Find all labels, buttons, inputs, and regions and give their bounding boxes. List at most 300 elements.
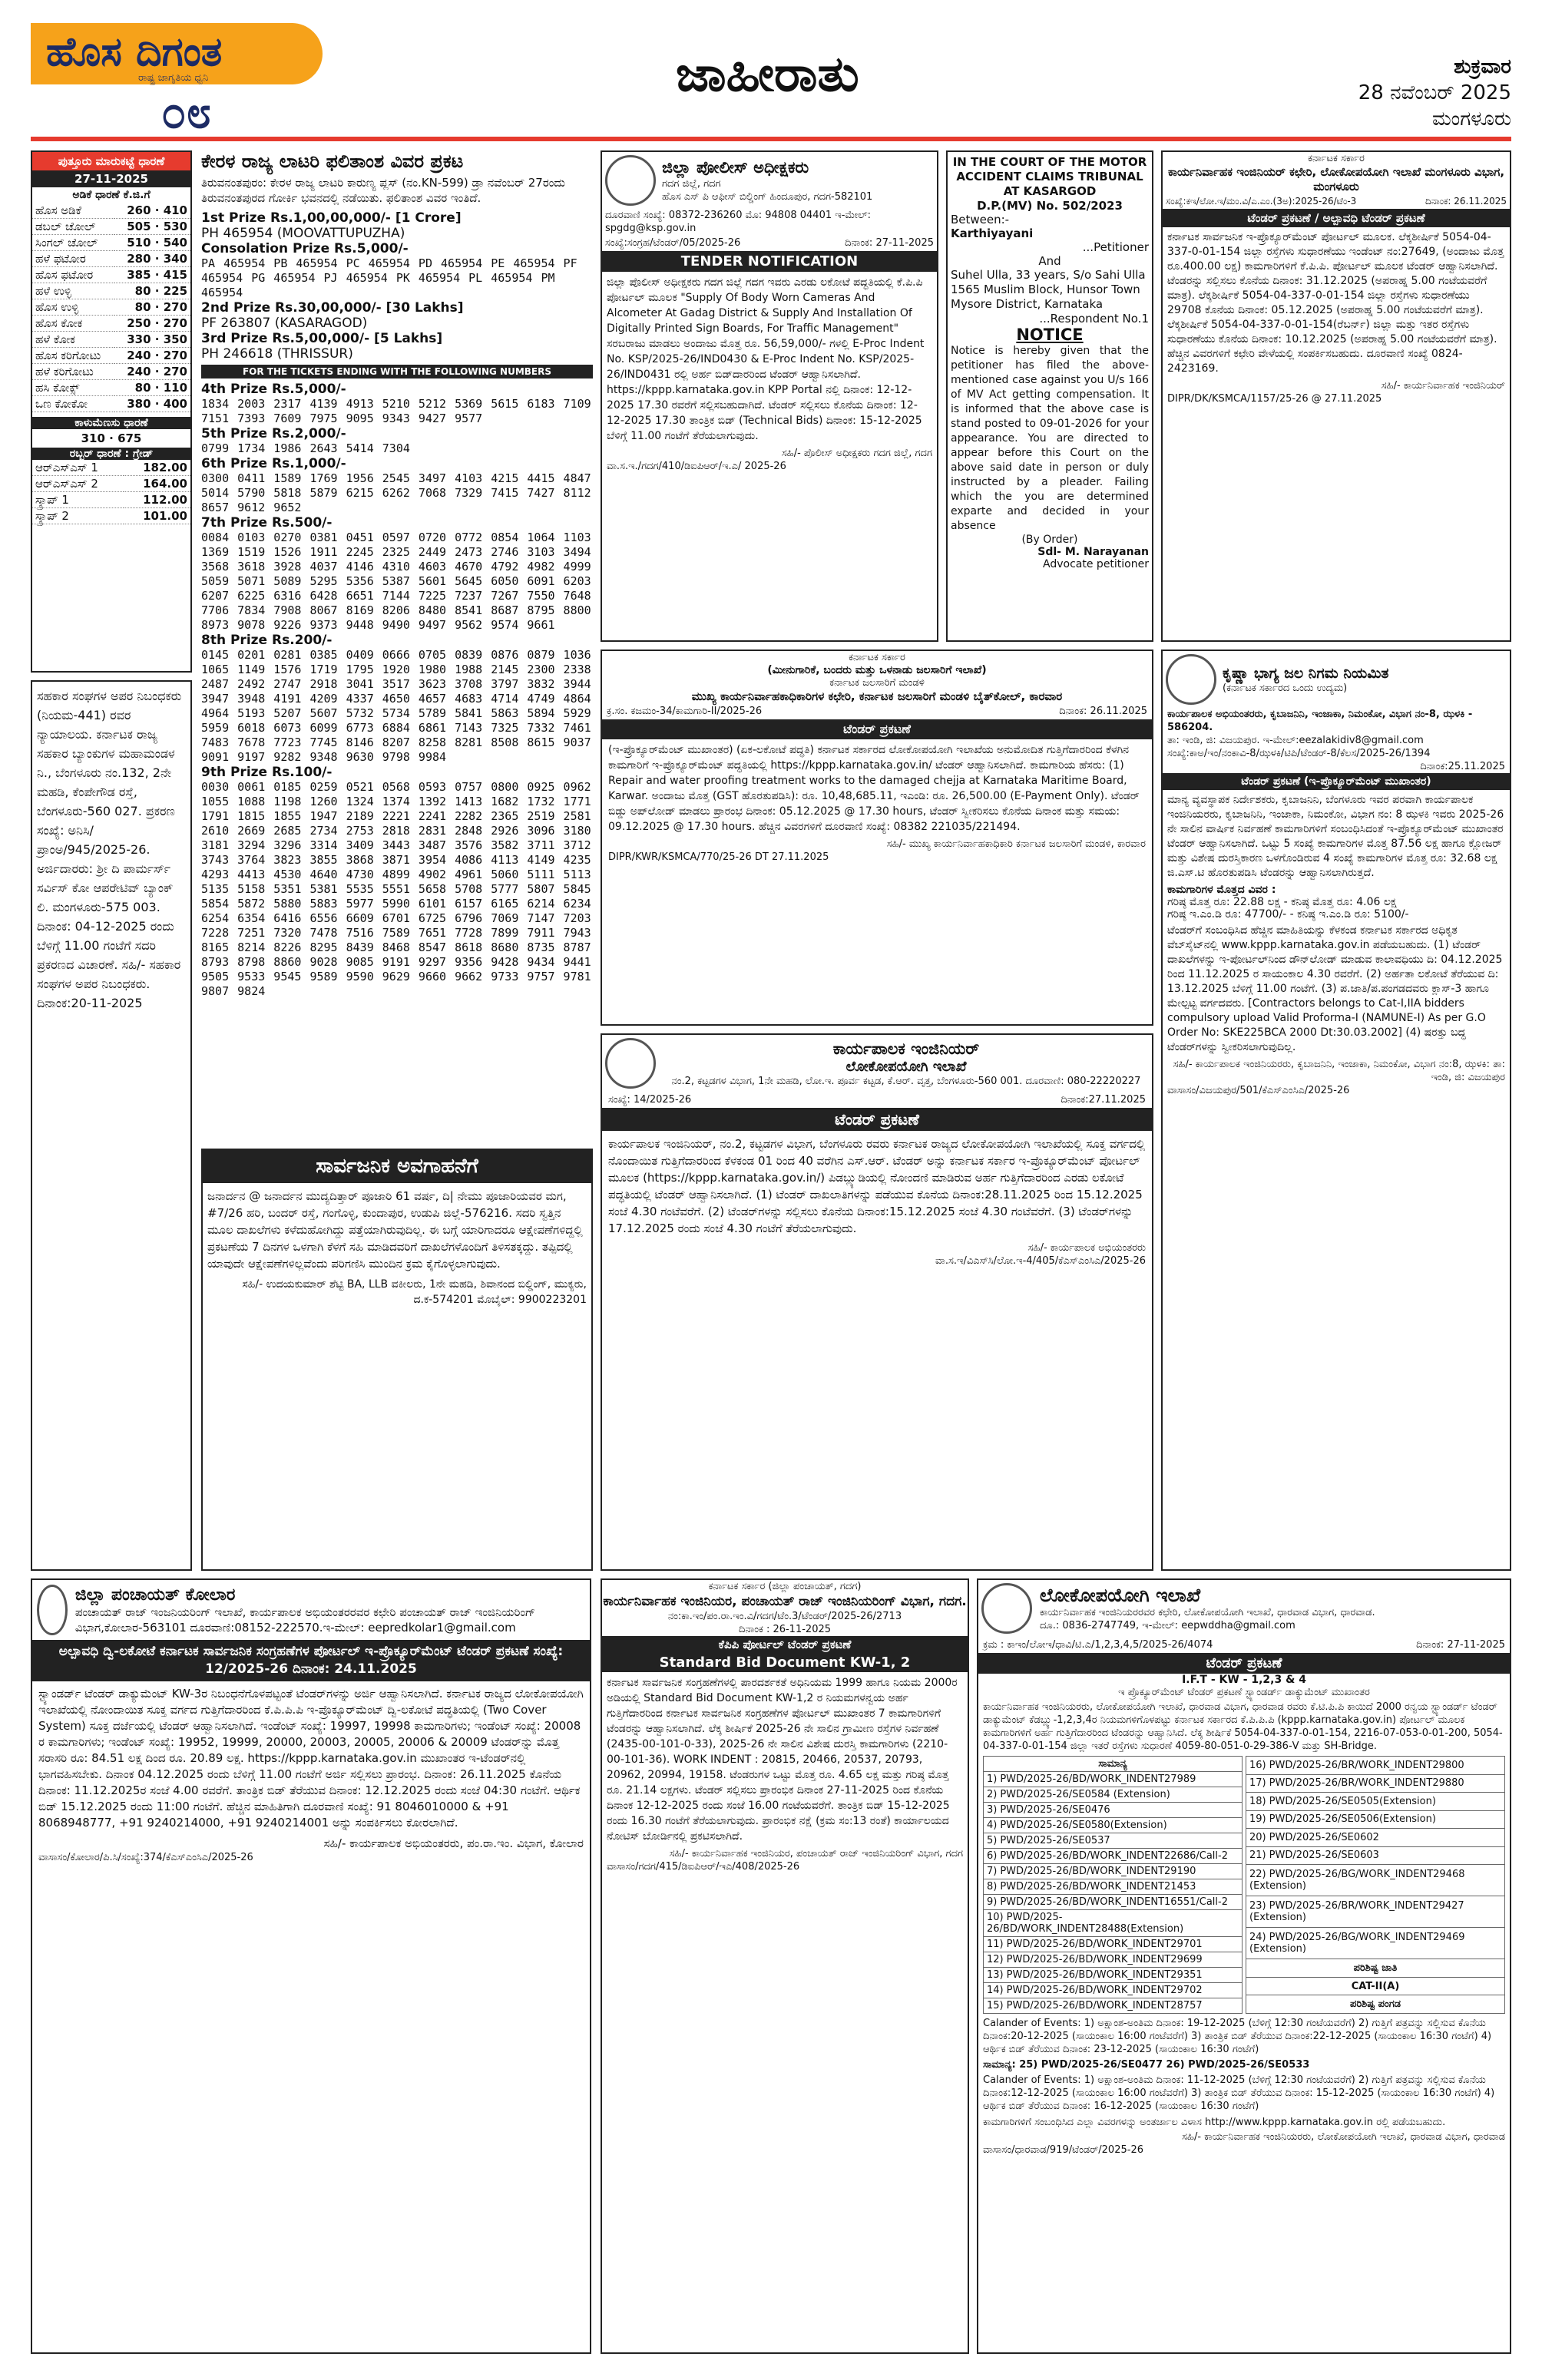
police-body: ಜಿಲ್ಲಾ ಪೊಲೀಸ್ ಅಧೀಕ್ಷಕರು ಗದಗ ಜಿಲ್ಲೆ ಗದಗ ಇವರು ಎರಡು ಲಕೋಟೆ ಪದ್ಧತಿಯಲ್ಲಿ ಕೆ.ಪಿ.ಪಿ ಪೋರ್ಟಲ್ ಮೂಲಕ "Supply Of Body Worn Cameras And Alcometer At Gadag District & Supply And Installation Of Digitally Printed Sign Boards, For Traffic Management" ಸರಬರಾಜು ಮಾಡಲು ಅಂದಾಜು ಮೊತ್ತ ರೂ. 56,59,000/- ಗಳಲ್ಲಿ E-Proc Indent No. KSP/2025-26/IND0430 & E-Proc Indent No. KSP/2025-26/IND0431 ರಲ್ಲಿ ಅರ್ಹ ಬಿಡ್‌ದಾರರಿಂದ ಟೆಂಡರ್ ಆಹ್ವಾನಿಸಲಾಗಿದೆ. https://kppp.karnataka.gov.in KPP Portal ನಲ್ಲಿ ದಿನಾಂಕ: 12-12-2025 17.30 ರವರೆಗೆ ಸಲ್ಲಿಸಬಹುದಾಗಿದೆ. ಟೆಂಡರ್ ಸಲ್ಲಿಸಲು ಕೊನೆಯ ದಿನಾಂಕ: 12-12-2025 17.30 ತಾಂತ್ರಿಕ ಬಿಡ್ (Technical Bids) ದಿನಾಂಕ: 15-12-2025 ಬೆಳಿಗ್ಗೆ 11.00 ಗಂಟೆಗೆ ತೆರೆಯಲಾಗುವುದು.: [607, 276, 925, 442]
kolar-sign: ಸಹಿ/- ಕಾರ್ಯಪಾಲಕ ಅಭಿಯಂತರರು, ಪಂ.ರಾ.ಇಂ. ವಿಭಾಗ, ಕೋಲಾರ: [323, 1836, 584, 1850]
third-prize-title: 3rd Prize Rs.5,00,000/- [5 Lakhs]: [201, 331, 443, 346]
gadag-body: ಕರ್ನಾಟಕ ಸಾರ್ವಜನಿಕ ಸಂಗ್ರಹಣೆಗಳಲ್ಲಿ ಪಾರದರ್ಶಕತೆ ಅಧಿನಿಯಮ 1999 ಹಾಗೂ ನಿಯಮ 2000ರ ಅಡಿಯಲ್ಲಿ Standard Bid Document KW-1,2 ರ ನಿಯಮಗಳನ್ವಯ ಅರ್ಹ ಗುತ್ತಿಗೆದಾರರಿಂದ ಕರ್ನಾಟಕ ಸಾರ್ವಜನಿಕ ಸಂಗ್ರಹಣೆಗಳ ಪೋರ್ಟಲ್ ಮುಖಾಂತರ 7 ಕಾಮಗಾರಿಗಳಿಗೆ ಟೆಂಡರನ್ನು ಆಹ್ವಾನಿಸಲಾಗಿದೆ. ಲೆಕ್ಕ ಶೀರ್ಷಿಕೆ 2025-26 ನೇ ಸಾಲಿನ ಗ್ರಾಮೀಣ ರಸ್ತೆಗಳ ನಿರ್ವಹಣೆ (2435-00-101-0-33), 2025-26 ನೇ ಸಾಲಿನ ವಿಶೇಷ ದುರಸ್ತಿ ಕಾಮಗಾರಿಗಳು (2210-00-101-36). WORK INDENT : 20815, 20466, 20537, 20793, 20962, 20994, 19158. ಟೆಂಡರುಗಳ ಒಟ್ಟು ಮೊತ್ತ ರೂ. 4.65 ಲಕ್ಷ ಮತ್ತು ಗರಿಷ್ಠ ಮೊತ್ತ ರೂ. 21.14 ಲಕ್ಷಗಳು. ಟೆಂಡರ್ ಸಲ್ಲಿಸಲು ಪ್ರಾರಂಭಿಕ ದಿನಾಂಕ 27-11-2025 ರಿಂದ ಕೊನೆಯ ದಿನಾಂಕ 12-12-2025 ರಂದು ಸಂಜೆ 16.00 ಗಂಟೆಯವರೆಗೆ. ತಾಂತ್ರಿಕ ಬಿಡ್ 15-12-2025 ರಂದು 16.30 ಗಂಟೆಗೆ ತೆರೆಯಲಾಗುವುದು. ಪ್ರಾರಂಭಿಕ ನಕ್ಷೆ (ಕ್ರಮ ಸಂ:13 ರಂತೆ) ಕಾರ್ಯಾಲಯದ ನೋಟಿಸ್ ಬೋರ್ಡಿನಲ್ಲಿ ಪ್ರಕಟಿಸಲಾಗಿದೆ.: [607, 1677, 958, 1843]
newspaper-logo: [31, 23, 323, 131]
arecanut-rate-row: [32, 299, 190, 316]
pepper-title: ಕಾಳುಮೆಣಸು ಧಾರಣೆ: [32, 417, 190, 429]
mact-sign-role: Advocate petitioner: [1043, 558, 1149, 570]
police-address: ಹೊಸ ಎಸ್ ಪಿ ಆಫೀಸ್ ಬಿಲ್ಡಿಂಗ್ ಹಿಂದೂಪುರ, ಗದಗ-582101: [662, 190, 873, 203]
arecanut-rate-value: 240 · 270: [114, 364, 190, 380]
work-indent-no: 19): [1249, 1813, 1266, 1826]
lottery-results: [201, 150, 593, 1141]
arecanut-rate-row: [32, 316, 190, 332]
dharwad-cat-header-1: ಸಾಮಾನ್ಯ: [984, 1757, 1243, 1772]
rubber-rate-row: [32, 508, 190, 524]
pwd-mlr-footer: DIPR/DK/KSMCA/1157/25-26 @ 27.11.2025: [1167, 393, 1382, 405]
mact-notice-title: NOTICE: [1016, 326, 1084, 344]
police-contact: ದೂರವಾಣಿ ಸಂಖ್ಯೆ: 08372-236260 ಮೊ: 94808 04401 ಇ-ಮೇಲ್: spgdg@ksp.gov.in: [605, 210, 872, 234]
arecanut-rate-value: 80 · 110: [114, 380, 190, 396]
arecanut-rate-name: ಹೊಸ ಫಟೋರ: [32, 267, 114, 283]
police-tender: [601, 150, 938, 642]
kolar-title: ಜಿಲ್ಲಾ ಪಂಚಾಯತ್ ಕೋಲಾರ: [74, 1585, 236, 1605]
market-rates-title: ಪುತ್ತೂರು ಮಾರುಕಟ್ಟೆ ಧಾರಣೆ: [32, 152, 190, 170]
kolar-office: ಪಂಚಾಯತ್ ರಾಜ್ ಇಂಜನಿಯರಿಂಗ್ ಇಲಾಖೆ, ಕಾರ್ಯಪಾಲಕ ಅಭಿಯಂತರರವರ ಕಛೇರಿ ಪಂಚಾಯತ್ ರಾಜ್ ಇಂಜಿನಿಯರಿಂಗ್ ವಿಭಾಗ,ಕೋಲಾರ-563101 ದೂರವಾಣಿ:08152-222570.ಇ-ಮೇಲ್: eepredkolar1@gmail.com: [74, 1605, 536, 1635]
rubber-rate-name: ಸ್ಕ್ರಾಪ್ 1: [32, 492, 124, 508]
arecanut-rate-name: ಡಬಲ್ ಚೋಲ್: [32, 219, 114, 235]
arecanut-rate-value: 260 · 410: [114, 203, 190, 219]
arecanut-rate-value: 250 · 270: [114, 316, 190, 332]
public-notice: [201, 1149, 593, 1571]
second-prize-number: PF 263807 (KASARAGOD): [201, 316, 368, 331]
work-indent-code: PWD/2025-26/SE0602: [1269, 1831, 1379, 1843]
pwd-dharwad-tender: [977, 1578, 1511, 2354]
dharwad-cat-header-3: CAT-II(A): [1246, 1977, 1505, 1995]
kbjnl-office: ಕಾರ್ಯಪಾಲಕ ಅಭಿಯಂತರರು, ಕೃಬಾಜನಿನಿ, ಇಂಜಾಕಾ, ನಿಮಂಕೋ, ವಿಭಾಗ ನಂ-8, ಝಳಕಿ - 586204.: [1167, 709, 1473, 733]
dharwad-body: ಕಾರ್ಯನಿರ್ವಾಹಕ ಇಂಜಿನಿಯರರು, ಲೋಕೋಪಯೋಗಿ ಇಲಾಖೆ, ಧಾರವಾಡ ವಿಭಾಗ, ಧಾರವಾಡ ರವರು ಕೆ.ಟಿ.ಪಿ.ಪಿ ಕಾಯಿದೆ 2000 ರನ್ವಯ ಸ್ಟ್ಯಾಂಡರ್ಡ್ ಟೆಂಡರ್ ಡಾಕ್ಯುಮೆಂಟ್ ಕೆಡಬ್ಲ್ಯು-1,2,3,4ರ ನಿಯಮಗಳಿಗೊಳಪಟ್ಟು ಕರ್ನಾಟಕ ಸರ್ಕಾರದ ಕೆ.ಪಿ.ಪಿ.ಪಿ (kppp.karnataka.gov.in) ಪೋರ್ಟಲ್ ಮೂಲಕ ಕಾಮಗಾರಿಗಳಿಗೆ ಅರ್ಹ ಗುತ್ತಿಗೆದಾರರಿಂದ ಟೆಂಡರನ್ನು ಆಹ್ವಾನಿಸಿದೆ. ಲೆಕ್ಕ ಶೀರ್ಷಿಕೆ 5054-04-337-0-01-154, 2216-07-053-0-01-200, 5054-04-337-0-01-154 ಜಿಲ್ಲಾ ಇತರೆ ರಸ್ತೆಗಳು ಸುಧಾರಣೆ 4059-80-051-0-29-386-V ಮತ್ತು SH-Bridge.: [983, 1701, 1503, 1752]
ninth-prize-title: 9th Prize Rs.100/-: [201, 765, 333, 780]
arecanut-rate-value: 330 · 350: [114, 332, 190, 348]
dharwad-extra-works: ಸಾಮಾನ್ಯ: 25) PWD/2025-26/SE0477 26) PWD/2025-26/SE0533: [983, 2059, 1310, 2071]
work-indent-code: PWD/2025-26/BG/WORK_INDENT29469 (Extension): [1249, 1932, 1465, 1955]
work-indent-code: PWD/2025-26/BG/WORK_INDENT29468 (Extension): [1249, 1869, 1465, 1892]
pwd-mlr-office: ಕಾರ್ಯನಿರ್ವಾಹಕ ಇಂಜಿನಿಯರ್ ಕಛೇರಿ, ಲೋಕೋಪಯೋಗಿ ಇಲಾಖೆ ಮಂಗಳೂರು ವಿಭಾಗ, ಮಂಗಳೂರು: [1167, 165, 1505, 193]
fifth-prize-numbers: 0799 1734 1986 2643 5414 7304: [201, 441, 410, 455]
ninth-prize-numbers: 0030 0061 0185 0259 0521 0568 0593 0757 0800 0925 0962 1055 1088 1198 1260 1324 1374 1392 1413 1682 1732 1771 1791 1815 1855 1947 2189 2221 2241 2282 2365 2519 2581 2610 2669 2685 2734 2753 2818 2831 2848 2926 3096 3180 3181 3294 3296 3314 3409 3443 3487 3576 3582 3711 3712 3743 3764 3823 3855 3868 3871 3954 4086 4113 4149 4235 4293 4413 4530 4640 4730 4899 4902 4961 5060 5111 5113 5135 5158 5351 5381 5535 5551 5658 5708 5777 5807 5845 5854 5872 5880 5883 5977 5990 6101 6157 6165 6214 6234 6254 6354 6416 6556 6609 6701 6725 6796 7069 7147 7203 7228 7251 7320 7478 7516 7589 7651 7728 7899 7911 7943 8165 8214 8226 8295 8439 8468 8547 8618 8680 8735 8787 8793 8798 8860 9028 9085 9191 9297 9356 9428 9434 9441 9505 9533 9545 9589 9590 9629 9660 9662 9733 9757 9781 9807 9824: [201, 780, 591, 998]
fifth-prize-title: 5th Prize Rs.2,000/-: [201, 426, 346, 441]
public-notice-sign: ಸಹಿ/- ಉದಯಕುಮಾರ್ ಶೆಟ್ಟಿ BA, LLB ವಕೀಲರು, 1ನೇ ಮಹಡಿ, ಶಿವಾನಂದ ಬಿಲ್ಡಿಂಗ್, ಮುಕ್ಯರು, ದ.ಕ-574201 ಮೊಬೈಲ್: 9900223201: [242, 1278, 587, 1306]
work-indent-no: 12): [987, 1954, 1004, 1965]
work-indent-no: 2): [987, 1789, 998, 1800]
arecanut-rate-row: [32, 348, 190, 364]
public-notice-title: ಸಾರ್ವಜನಿಕ ಅವಗಾಹನೆಗೆ: [203, 1150, 591, 1183]
gadag-zp-tender: [601, 1578, 969, 2354]
pepper-rate: 310 · 675: [81, 431, 142, 445]
kbjnl-subtitle: (ಕರ್ನಾಟಕ ಸರ್ಕಾರದ ಒಂದು ಉದ್ಯಮ): [1223, 682, 1348, 694]
work-indent-no: 7): [987, 1866, 998, 1877]
pwd-mlr-banner: ಟೆಂಡರ್ ಪ್ರಕಟಣೆ / ಅಲ್ಪಾವಧಿ ಟೆಂಡರ್ ಪ್ರಕಟಣೆ: [1163, 209, 1510, 227]
police-date: ದಿನಾಂಕ: 27-11-2025: [845, 237, 934, 249]
mact-sign: Sdl- M. Narayanan: [1037, 546, 1149, 558]
dharwad-cat-header-2: ಪರಿಶಿಷ್ಟ ಜಾತಿ: [1246, 1959, 1505, 1978]
work-indent-code: PWD/2025-26/SE0537: [1000, 1835, 1110, 1846]
work-indent-no: 10): [987, 1912, 1004, 1923]
work-indent-row: [984, 1968, 1243, 1983]
rubber-rate-name: ಆರ್‌ಎಸ್‌ಎಸ್ 2: [32, 476, 124, 492]
pwd-bangalore-tender: [601, 1033, 1153, 1571]
gadag-date: ದಿನಾಂಕ : 26-11-2025: [738, 1624, 832, 1635]
work-indent-code: PWD/2025-26/BD/WORK_INDENT29190: [1000, 1866, 1196, 1877]
work-indent: [984, 1803, 1243, 1818]
work-indent-no: 23): [1249, 1900, 1266, 1912]
section-title: ಜಾಹೀರಾತು: [676, 46, 859, 103]
arecanut-rate-row: [32, 380, 190, 396]
mact-court: IN THE COURT OF THE MOTOR ACCIDENT CLAIMS TRIBUNAL AT KASARGOD: [952, 155, 1147, 198]
pwd-blr-subtitle: ಲೋಕೋಪಯೋಗಿ ಇಲಾಖೆ: [845, 1058, 967, 1075]
lottery-intro: ತಿರುವನಂತಪುರಂ: ಕೇರಳ ರಾಜ್ಯ ಲಾಟರಿ ಕಾರುಣ್ಯ ಪ್ಲಸ್ (ನಂ.KN-599) ಡ್ರಾ ನವೆಂಬರ್ 27ರಂದು ತಿರುವನಂತಪುರದ ಗೋರ್ಕಿ ಭವನದಲ್ಲಿ ನಡೆಯಿತು. ಫಲಿತಾಂಶ ವಿವರ ಇಂತಿದೆ.: [201, 176, 565, 205]
date-block: [1358, 54, 1511, 132]
work-indent-row: [984, 1895, 1243, 1910]
pwd-mlr-body: ಕರ್ನಾಟಕ ಸಾರ್ವಜನಿಕ ಇ-ಪ್ರೊಕ್ಯೂರ್‌ಮೆಂಟ್ ಪೋರ್ಟಲ್ ಮೂಲಕ. ಲೆಕ್ಕಶೀರ್ಷಿಕೆ 5054-04-337-0-01-154 ಜಿಲ್ಲಾ ರಸ್ತೆಗಳು ಸುಧಾರಣೆಯು ಇಂಡೆಂಟ್ ನಂ:27649, (ಅಂದಾಜು ಮೊತ್ತ ರೂ.400.00 ಲಕ್ಷ) ಕಾಮಗಾರಿಗಳಿಗೆ ಕೆ.ಪಿ.ಪಿ. ಪೋರ್ಟಲ್ ಮೂಲಕ ಟೆಂಡರ್ ಆಹ್ವಾನಿಸಲಾಗಿದೆ. ಟೆಂಡರನ್ನು ಸಲ್ಲಿಸಲು ಕೊನೆಯ ದಿನಾಂಕ: 31.12.2025 (ಅಪರಾಹ್ನ 5.00 ಗಂಟೆಯವರೆಗೆ ಮಾತ್ರ). ಲೆಕ್ಕಶೀರ್ಷಿಕೆ 5054-04-337-0-01-154 ಜಿಲ್ಲಾ ರಸ್ತೆಗಳು ಸುಧಾರಣೆಯು 29708 ಕೊನೆಯ ದಿನಾಂಕ: 05.12.2025 (ಅಪರಾಹ್ನ 5.00 ಗಂಟೆಯವರೆಗೆ ಮಾತ್ರ). ಲೆಕ್ಕಶೀರ್ಷಿಕೆ 5054-04-337-0-01-154(ರೆಬರ್ನ್) ಜಿಲ್ಲಾ ಮತ್ತು ಇತರ ರಸ್ತೆಗಳು ಸುಧಾರಣೆಯು ಕೊನೆಯ ದಿನಾಂಕ: 10.12.2025 (ಅಪರಾಹ್ನ 5.00 ಗಂಟೆಯವರೆಗೆ ಮಾತ್ರ). ಹೆಚ್ಚಿನ ವಿವರಗಳಿಗೆ ಕಛೇರಿ ವೇಳೆಯಲ್ಲಿ ಸಂಪರ್ಕಿಸಬಹುದು. ದೂರವಾಣಿ ಸಂಖ್ಯೆ 0824-2423169.: [1167, 231, 1504, 375]
dharwad-date: ದಿನಾಂಕ: 27-11-2025: [1416, 1639, 1505, 1651]
work-indent-code: PWD/2025-26/BD/WORK_INDENT22686/Call-2: [1000, 1850, 1228, 1862]
kolar-footer: ವಾಸಾಸಂ/ಕೋಲಾರ/ಪಿ.ಸಿ/ಸಂಖ್ಯೆ:374/ಕೆಎಸ್‌ಎಂಸಿಎ/2025-26: [38, 1852, 253, 1863]
mact-notice-body: Notice is hereby given that the petitioner has filed the above-mentioned case against you U/s 166 of MV Act getting compensation. It is informed that the above case is stand posted to 09-01-2026 for your appearance. You are directed to appear before this Court on the above said date in person or duly instructed by a pleader. Failing which the you are determined exparte and decided in your absence: [951, 345, 1149, 532]
work-indent-row: [984, 1803, 1243, 1818]
maritime-sub: (ಮೀನುಗಾರಿಕೆ, ಬಂದರು ಮತ್ತು ಒಳನಾಡು ಜಲಸಾರಿಗೆ ಇಲಾಖೆ): [767, 664, 987, 676]
pwd-mlr-sign: ಸಹಿ/- ಕಾರ್ಯನಿರ್ವಾಹಕ ಇಂಜಿನಿಯರ್: [1381, 380, 1505, 392]
kolar-body: ಸ್ಟ್ಯಾಂಡರ್ಡ್ ಟೆಂಡರ್ ಡಾಕ್ಯುಮೆಂಟ್ KW-3ರ ನಿಬಂಧನೆಗೊಳಪಟ್ಟಂತೆ ಟೆಂಡರ್‌ಗಳನ್ನು ಅರ್ಜಿ ಆಹ್ವಾನಿಸಲಾಗಿದೆ. ಕರ್ನಾಟಕ ರಾಜ್ಯದ ಲೋಕೋಪಯೋಗಿ ಇಲಾಖೆಯಲ್ಲಿ ನೋಂದಾಯಿತ ಸೂಕ್ತ ವರ್ಗದ ಗುತ್ತಿಗೆದಾರರಿಂದ ಕೆ.ಪಿ.ಪಿ.ಪಿ ಇ-ಪ್ರೊಕ್ಯೂರ್‌ಮೆಂಟ್ ದ್ವಿ-ಲಕೋಟೆ ಪದ್ಧತಿಯಲ್ಲಿ (Two Cover System) ಸೂಕ್ತ ದರ್ಜೆಯಲ್ಲಿ ಟೆಂಡರ್ ಆಹ್ವಾನಿಸಲಾಗಿದೆ. ಇಂಡೆಂಟ್ ಸಂಖ್ಯೆ: 19997, 19998 ಕಾಮಗಾರಿಗಳು; ಇಂಡೆಂಟ್ ಸಂಖ್ಯೆ: 20008 ರ ಕಾಮಗಾರಿಗಳು; ಇಂಡೆಂಟ್ ಸಂಖ್ಯೆ: 19952, 19999, 20000, 20003, 20005, 20006 & 20009 ಟೆಂಡರ್‌ನ್ನು ಮೊತ್ತ ಸರಾಸರಿ ರೂ: 84.51 ಲಕ್ಷ ದಿಂದ ರೂ. 20.89 ಲಕ್ಷ. https://kppp.karnataka.gov.in ಮುಖಾಂತರ ಇ-ಟೆಂಡರ್‌ನಲ್ಲಿ ಭಾಗವಹಿಸಬೇಕು. ದಿನಾಂಕ 04.12.2025 ರಂದು ಬೆಳಿಗ್ಗೆ 11.00 ಗಂಟೆಗೆ ಅರ್ಜಿ ಸಲ್ಲಿಸಲು ಪ್ರಾರಂಭ. ದಿನಾಂಕ: 26.11.2025 ಕೊನೆಯ ದಿನಾಂಕ: 11.12.2025ರ ಸಂಜೆ 4.00 ರವರೆಗೆ. ತಾಂತ್ರಿಕ ಬಿಡ್ ತೆರೆಯುವ ದಿನಾಂಕ: 12.12.2025 ರಂದು ಸಂಜೆ 04:30 ಗಂಟೆಗೆ. ಆರ್ಥಿಕ ಬಿಡ್ 15.12.2025 ರಂದು 11:00 ಗಂಟೆಗೆ. ಹೆಚ್ಚಿನ ಮಾಹಿತಿಗಾಗಿ ದೂರವಾಣಿ ಸಂಖ್ಯೆ: 91 8046010000 & +91 8068948777, +91 9240214000, +91 9240214001 ಅನ್ನು ಸಂಪರ್ಕಿಸಲು ಕೋರಲಾಗಿದೆ.: [38, 1687, 584, 1830]
kbjnl-cost1: ಗರಿಷ್ಠ ಮೊತ್ತ ರೂ: 22.88 ಲಕ್ಷ - ಕನಿಷ್ಠ ಮೊತ್ತ ರೂ: 4.06 ಲಕ್ಷ: [1167, 896, 1397, 908]
arecanut-rate-row: [32, 251, 190, 267]
work-indent-row: [984, 1937, 1243, 1952]
rubber-rate-row: [32, 460, 190, 476]
work-indent-code: PWD/2025-26/SE0506(Extension): [1269, 1813, 1436, 1826]
cooperative-court-notice: [31, 680, 192, 1571]
work-indent: [984, 1879, 1243, 1895]
arecanut-rate-row: [32, 364, 190, 380]
dharwad-contact: ದೂ.: 0836-2747749, ಇ-ಮೇಲ್: eepwddha@gmail.com: [1040, 1620, 1295, 1631]
rubber-rate-row: [32, 492, 190, 508]
work-indent-code: PWD/2025-26/BR/WORK_INDENT29800: [1269, 1759, 1464, 1771]
work-indent-code: PWD/2025-26/SE0505(Extension): [1269, 1795, 1436, 1807]
market-rates-box: [31, 150, 192, 673]
kbjnl-title: ಕೃಷ್ಣಾ ಭಾಗ್ಯ ಜಲ ನಿಗಮ ನಿಯಮಿತ: [1223, 664, 1389, 682]
arecanut-rate-row: [32, 283, 190, 299]
kbjnl-cost-title: ಕಾಮಗಾರಿಗಳ ಮೊತ್ತದ ವಿವರ :: [1167, 884, 1276, 896]
city: ಮಂಗಳೂರು: [1431, 107, 1511, 131]
work-indent: [984, 1998, 1243, 2014]
sixth-prize-numbers: 0300 0411 1589 1769 1956 2545 3497 4103 4215 4415 4847 5014 5790 5818 5879 6215 6262 7068 7329 7415 7427 8112 8657 9612 9652: [201, 471, 591, 514]
dharwad-banner: ಟೆಂಡರ್ ಪ್ರಕಟಣೆ: [978, 1653, 1510, 1674]
arecanut-rate-name: ಹೊಸ ಉಳ್ಳಿ: [32, 299, 114, 316]
work-indent-code: PWD/2025-26/BD/WORK_INDENT29699: [1006, 1954, 1203, 1965]
work-indent-row: [984, 1910, 1243, 1937]
work-indent-no: 6): [987, 1850, 998, 1862]
work-indent-code: PWD/2025-26/SE0476: [1000, 1804, 1110, 1816]
work-indent-row: [1246, 1774, 1505, 1793]
market-rates-date: 27-11-2025: [32, 170, 190, 187]
maritime-office1: ಕರ್ನಾಟಕ ಜಲಸಾರಿಗೆ ಮಂಡಳಿ: [829, 677, 925, 689]
work-indent-no: 11): [987, 1939, 1004, 1950]
pwd-mlr-ref: ಸಂಖ್ಯೆ:ಕಇ/ಲೋ.ಇ/ಮಂ.ವಿ/ಎ.ಎಂ.(3ಅ):2025-26/ಟೆಂ-3: [1166, 196, 1357, 207]
arecanut-rate-name: ಹಳೆ ಕೋಕ: [32, 332, 114, 348]
kbjnl-sign: ಸಹಿ/- ಕಾರ್ಯಪಾಲಕ ಇಂಜಿನಿಯರರು, ಕೃಬಾಜನಿನಿ, ಇಂಜಾಕಾ, ನಿಮಂಕೋ, ವಿಭಾಗ ನಂ:8, ಝಳಕಿ: ತಾ: ಇಂಡಿ, ಜಿ: ವಿಜಯಪುರ: [1173, 1059, 1505, 1083]
pwd-mangalore-tender: [1161, 150, 1511, 642]
lottery-banner: FOR THE TICKETS ENDING WITH THE FOLLOWING NUMBERS: [201, 365, 593, 378]
kbjnl-body: ಮಾನ್ಯ ವ್ಯವಸ್ಥಾಪಕ ನಿರ್ದೇಶಕರು, ಕೃಬಾಜನಿನಿ, ಬೆಂಗಳೂರು ಇವರ ಪರವಾಗಿ ಕಾರ್ಯಪಾಲಕ ಇಂಜಿನಿಯರರು, ಕೃಬಾಜನಿನಿ, ಇಂಜಾಕಾ, ನಿಮಂಕೋ, ವಿಭಾಗ ನಂ: 8 ಝಳಕಿ ಇವರು 2025-26 ನೇ ಸಾಲಿನ ವಾರ್ಷಿಕ ನಿರ್ವಹಣೆ ಕಾಮಗಾರಿಗಳಿಗೆ ಸಂಬಂಧಿಸಿದಂತೆ ಇ-ಪ್ರೊಕ್ಯೂರ್‌ಮೆಂಟ್ ಮುಖಾಂತರ ಟೆಂಡರ್ ಆಹ್ವಾನಿಸಲಾಗಿದೆ. ಒಟ್ಟು 5 ಸಂಖ್ಯೆ ಕಾಮಗಾರಿಗಳ ಮೊತ್ತ 87.56 ಲಕ್ಷ ಹಾಗೂ ಕ್ಲೋಜರ್ ಮತ್ತು ವಿಶೇಷ ದುರಸ್ತಿಕಾರಣ ಒಳಗೊಂಡಿರುವ 4 ಸಂಖ್ಯೆ ಕಾಮಗಾರಿಗಳ ಮೊತ್ತ ರೂ: 32.68 ಲಕ್ಷ ಜಿ.ಎಸ್.ಟಿ ಹೊರತುಪಡಿಸಿ ಟೆಂಡರನ್ನು ಆಹ್ವಾನಿಸಲಾಗಿರುತ್ತದೆ.: [1167, 794, 1504, 879]
pwd-blr-sign: ಸಹಿ/- ಕಾರ್ಯಪಾಲಕ ಅಭಿಯಂತರರು: [1027, 1242, 1146, 1254]
mact-petitioner-role: ...Petitioner: [1082, 240, 1149, 254]
arecanut-rate-name: ಒಣ ಕೋಕೋ: [32, 396, 114, 412]
fourth-prize-numbers: 1834 2003 2317 4139 4913 5210 5212 5369 5615 6183 7109 7151 7393 7609 7975 9095 9343 9427 9577: [201, 397, 591, 425]
mact-between: Between:-: [951, 213, 1010, 226]
date: 28 ನವೆಂಬರ್ 2025: [1358, 81, 1511, 104]
rubber-rate-value: 182.00: [124, 460, 190, 476]
arecanut-rate-name: ಹಸಿ ಕೋಕ್ಸ್: [32, 380, 114, 396]
work-indent-code: PWD/2025-26/BD/WORK_INDENT29702: [1006, 1985, 1203, 1996]
work-indent-code: PWD/2025-26/BR/WORK_INDENT29880: [1269, 1777, 1464, 1790]
sixth-prize-title: 6th Prize Rs.1,000/-: [201, 456, 346, 471]
arecanut-rate-name: ಹಳೆ ಫಟೋರ: [32, 251, 114, 267]
work-indent-code: PWD/2025-26/SE0580(Extension): [1000, 1820, 1167, 1831]
arecanut-rate-row: [32, 203, 190, 219]
public-notice-body: ಜನಾರ್ದನ @ ಜನಾರ್ದನ ಮುದ್ಯದಿತ್ತಾರ್ ಪೂಜಾರಿ 61 ವರ್ಷ, ದಿ| ನೇಮು ಪೂಜಾರಿಯವರ ಮಗ, #7/26 ಹರಿ, ಬಂದರ್ ರಸ್ತೆ, ಗಂಗೊಳ್ಳಿ, ಕುಂದಾಪುರ, ಉಡುಪಿ ಜಿಲ್ಲೆ-576216. ಸದರಿ ಸ್ವತ್ತಿನ ಮೂಲ ದಾಖಲೆಗಳು ಕಳೆದುಹೋಗಿದ್ದು ಪತ್ತೆಯಾಗಿರುವುದಿಲ್ಲ. ಈ ಬಗ್ಗೆ ಯಾರಿಗಾದರೂ ಆಕ್ಷೇಪಣೆಗಳಿದ್ದಲ್ಲಿ ಪ್ರಕಟಣೆಯ 7 ದಿನಗಳ ಒಳಗಾಗಿ ಕೆಳಗೆ ಸಹಿ ಮಾಡಿದವರಿಗೆ ದಾಖಲೆಗಳೊಂದಿಗೆ ತಿಳಿಸತಕ್ಕದ್ದು. ತಪ್ಪಿದಲ್ಲಿ ಯಾವುದೇ ಆಕ್ಷೇಪಣೆಗಳಿಲ್ಲವೆಂದು ಪರಿಗಣಿಸಿ ಮುಂದಿನ ಕ್ರಮ ಕೈಗೊಳ್ಳಲಾಗುವುದು.: [207, 1189, 583, 1271]
rubber-title: ರಬ್ಬರ್ ಧಾರಣೆ : ಗ್ರೇಡ್: [32, 448, 190, 460]
dharwad-works-left: [983, 1756, 1243, 2014]
work-indent: [984, 1952, 1243, 1968]
dharwad-cat-header-4: ಪರಿಶಿಷ್ಟ ಪಂಗಡ: [1246, 1995, 1505, 2014]
masthead-divider: [31, 137, 1511, 141]
work-indent-row: [984, 1998, 1243, 2014]
karnataka-emblem-icon: [605, 1038, 656, 1089]
dharwad-sub-banner2: ಇ ಪ್ರೊಕ್ಯೂರ್‌ಮೆಂಟ್ ಟೆಂಡರ್ ಪ್ರಕಟಣೆ ಸ್ಟ್ಯಾಂಡರ್ಡ್ ಡಾಕ್ಯುಮೆಂಟ್ ಮುಖಾಂತರ: [1118, 1687, 1370, 1698]
kbjnl-date: ದಿನಾಂಕ:25.11.2025: [1420, 761, 1505, 772]
work-indent-row: [1246, 1793, 1505, 1811]
arecanut-rate-value: 80 · 270: [114, 299, 190, 316]
work-indent-row: [1246, 1757, 1505, 1775]
work-indent-code: PWD/2025-26/BD/WORK_INDENT28757: [1006, 2000, 1203, 2011]
gadag-office: ಕಾರ್ಯನಿರ್ವಾಹಕ ಇಂಜಿನಿಯರ, ಪಂಚಾಯತ್ ರಾಜ್ ಇಂಜಿನಿಯರಿಂಗ್ ವಿಭಾಗ, ಗದಗ.: [603, 1594, 967, 1609]
lottery-title: ಕೇರಳ ರಾಜ್ಯ ಲಾಟರಿ ಫಲಿತಾಂಶ ವಿವರ ಪ್ರಕಟ: [201, 150, 464, 172]
third-prize-number: PH 246618 (THRISSUR): [201, 346, 353, 362]
dharwad-sub-banner: I.F.T - KW - 1,2,3 & 4: [1182, 1674, 1306, 1686]
kbjnl-ref: ಸಂಖ್ಯೆ:ಕಾಅ/ಇಂ/ನಂಕಾವಿ-8/ಝಳಕಿ/ಟಿಪಿ/ಟೆಂಡರ್-8/ಕೆಲಸ/2025-26/1394: [1167, 748, 1431, 759]
work-indent-row: [1246, 1928, 1505, 1959]
work-indent-no: 14): [987, 1985, 1004, 1996]
dharwad-footer: ವಾಸಾಸಂ/ಧಾರವಾಡ/919/ಟೆಂಡರ್/2025-26: [983, 2144, 1143, 2156]
mact-and: And: [1038, 254, 1061, 268]
work-indent-row: [1246, 1846, 1505, 1865]
work-indent: [1246, 1793, 1505, 1811]
dharwad-calendar1: Calander of Events: 1) ಅಕ್ಷಾಂಶ-ಅಂತಿಮ ದಿನಾಂಕ: 19-12-2025 (ಬೆಳಿಗ್ಗೆ 12:30 ಗಂಟೆಯವರೆಗೆ) 2) ಗುತ್ತಿಗೆ ಪತ್ರವನ್ನು ಸಲ್ಲಿಸುವ ಕೊನೆಯ ದಿನಾಂಕ:20-12-2025 (ಸಾಯಂಕಾಲ 16:00 ಗಂಟೆವರೆಗೆ) 3) ತಾಂತ್ರಿಕ ಬಿಡ್ ತೆರೆಯುವ ದಿನಾಂಕ:22-12-2025 (ಸಾಯಂಕಾಲ 16:30 ಗಂಟೆಗೆ) 4) ಆರ್ಥಿಕ ಬಿಡ್ ತೆರೆಯುವ ದಿನಾಂಕ: 23-12-2025 (ಸಾಯಂಕಾಲ 16:30 ಗಂಟೆಗೆ): [983, 2018, 1492, 2055]
work-indent-no: 17): [1249, 1777, 1266, 1790]
kolar-zp-tender: [31, 1578, 591, 2354]
maritime-footer: DIPR/KWR/KSMCA/770/25-26 DT 27.11.2025: [608, 851, 829, 863]
work-indent-row: [984, 1787, 1243, 1803]
eighth-prize-numbers: 0145 0201 0281 0385 0409 0666 0705 0839 0876 0879 1036 1065 1149 1576 1719 1795 1920 1980 1988 2145 2300 2338 2487 2492 2747 2918 3041 3517 3623 3708 3797 3832 3944 3947 3948 4191 4209 4337 4650 4657 4683 4714 4749 4864 4964 5193 5207 5607 5732 5734 5789 5841 5863 5894 5929 5959 6018 6073 6099 6773 6884 6861 7143 7325 7332 7461 7483 7678 7723 7745 8146 8207 8258 8281 8508 8615 9037 9091 9197 9282 9348 9630 9798 9984: [201, 648, 591, 764]
work-indent-row: [984, 1849, 1243, 1864]
arecanut-rate-name: ಹಳೆ ಉಳ್ಳಿ: [32, 283, 114, 299]
work-indent: [1246, 1896, 1505, 1928]
maritime-ref: ಕ್ರ.ಸಂ. ಕಜಮಂ-34/ಕಾಮಗಾರಿ-II/2025-26: [607, 706, 763, 717]
work-indent: [984, 1983, 1243, 1998]
work-indent-no: 15): [987, 2000, 1004, 2011]
arecanut-rate-table: [32, 203, 190, 412]
work-indent: [1246, 1928, 1505, 1959]
gadag-banner2: Standard Bid Document KW-1, 2: [602, 1653, 968, 1672]
dharwad-closing: ಕಾಮಗಾರಿಗಳಿಗೆ ಸಂಬಂಧಿಸಿದ ಎಲ್ಲಾ ವಿವರಗಳನ್ನು ಅಂತರ್ಜಾಲ ವಿಳಾಸ http://www.kppp.karnataka.gov.in ರಲ್ಲಿ ಪಡೆಯಬಹುದು.: [983, 2117, 1446, 2128]
maritime-banner: ಟೆಂಡರ್ ಪ್ರಕಟಣೆ: [602, 719, 1152, 739]
work-indent-row: [1246, 1810, 1505, 1829]
arecanut-rate-row: [32, 396, 190, 412]
police-title: ಜಿಲ್ಲಾ ಪೋಲೀಸ್ ಅಧೀಕ್ಷಕರು: [662, 157, 809, 177]
gadag-banner1: ಕೆಪಿಪಿ ಪೋರ್ಟಲ್ ಟೆಂಡರ್ ಪ್ರಕಟಣೆ: [602, 1636, 968, 1653]
kbjnl-banner: ಟೆಂಡರ್ ಪ್ರಕಟಣೆ (ಇ-ಪ್ರೊಕ್ಯೂರ್‌ಮೆಂಟ್ ಮುಖಾಂತರ): [1163, 773, 1510, 790]
consolation-numbers: PA 465954 PB 465954 PC 465954 PD 465954 PE 465954 PF 465954 PG 465954 PJ 465954 PK 465954 PL 465954 PM 465954: [201, 256, 577, 299]
fourth-prize-title: 4th Prize Rs.5,000/-: [201, 382, 346, 397]
work-indent-no: 9): [987, 1896, 998, 1908]
mact-respondent-role: ...Respondent No.1: [1039, 312, 1149, 326]
pwd-blr-footer: ವಾ.ಸ.ಇ/ವಿಎಸ್‌ಸಿ/ಲೋ.ಇ-4/405/ಕೆಎಸ್‌ಎಂಸಿಎ/2025-26: [935, 1255, 1146, 1267]
work-indent-no: 1): [987, 1773, 998, 1785]
dharwad-office: ಕಾರ್ಯನಿರ್ವಾಹಕ ಇಂಜಿನಿಯರರವರ ಕಛೇರಿ, ಲೋಕೋಪಯೋಗಿ ಇಲಾಖೆ, ಧಾರವಾಡ ವಿಭಾಗ, ಧಾರವಾಡ.: [1040, 1607, 1375, 1618]
consolation-title: Consolation Prize Rs.5,000/-: [201, 241, 409, 256]
work-indent-code: PWD/2025-26/BD/WORK_INDENT27989: [1000, 1773, 1196, 1785]
arecanut-rate-name: ಹೊಸ ಅಡಿಕೆ: [32, 203, 114, 219]
pwd-blr-banner: ಟೆಂಡರ್ ಪ್ರಕಟಣೆ: [602, 1108, 1152, 1131]
seventh-prize-numbers: 0084 0103 0270 0381 0451 0597 0720 0772 0854 1064 1103 1369 1519 1526 1911 2245 2325 2449 2473 2746 3103 3494 3568 3618 3928 4037 4146 4310 4603 4670 4792 4982 4999 5059 5071 5089 5295 5356 5387 5601 5645 6050 6091 6203 6207 6225 6316 6428 6651 7144 7225 7237 7267 7550 7648 7706 7834 7908 8067 8169 8206 8480 8541 8687 8795 8800 8973 9078 9226 9373 9448 9490 9497 9562 9574 9661: [201, 531, 591, 632]
work-indent-code: PWD/2025-26/SE0603: [1269, 1849, 1379, 1862]
work-indent: [1246, 1757, 1505, 1775]
work-indent: [984, 1895, 1243, 1910]
work-indent: [1246, 1774, 1505, 1793]
arecanut-rate-value: 80 · 225: [114, 283, 190, 299]
pwd-mlr-gov: ಕರ್ನಾಟಕ ಸರ್ಕಾರ: [1308, 153, 1365, 164]
police-subtitle: ಗದಗ ಜಿಲ್ಲೆ, ಗದಗ: [662, 177, 721, 190]
maritime-body: (ಇ-ಪ್ರೊಕ್ಯೂರ್‌ಮೆಂಟ್ ಮುಖಾಂತರ) (ಏಕ-ಲಕೋಟೆ ಪದ್ಧತಿ) ಕರ್ನಾಟಕ ಸರ್ಕಾರದ ಲೋಕೋಪಯೋಗಿ ಇಲಾಖೆಯ ಅನುಮೋದಿತ ಗುತ್ತಿಗೆದಾರರಿಂದ ಕೆಳಗಿನ ಕಾಮಗಾರಿಗೆ ಇ-ಪ್ರೊಕ್ಯೂರ್‌ಮೆಂಟ್ ಪದ್ಧತಿಯಲ್ಲಿ https://kppp.karnataka.gov.in/ ಟೆಂಡರ್ ಆಹ್ವಾನಿಸಲಾಗಿದೆ. ಕಾಮಗಾರಿಯ ಹೆಸರು: (1) Repair and water proofing treatment works to the damaged chejja at Karnataka Maritime Board, Karwar. ಅಂದಾಜು ಮೊತ್ತ (GST ಹೊರತುಪಡಿಸಿ): ರೂ. 10,48,685.11, ಇಎಂಡಿ: ರೂ. 26,500.00 (E-Payment Only). ಟೆಂಡರ್ ಬಿಡ್ಡು ಅಪ್‌ಲೋಡ್ ಮಾಡಲು ಪ್ರಾರಂಭ ದಿನಾಂಕ: 05.12.2025 @ 17.30 hours, ಟೆಂಡರ್ ಸ್ವೀಕರಿಸಲು ಕೊನೆಯ ದಿನಾಂಕ ಮತ್ತು ಸಮಯ: 09.12.2025 @ 17.30 hours. ಹೆಚ್ಚಿನ ವಿವರಗಳಿಗೆ ದೂರವಾಣಿ ಸಂಖ್ಯೆ: 08382 221035/221494.: [608, 744, 1140, 833]
mact-case: D.P.(MV) No. 502/2023: [977, 199, 1123, 213]
arecanut-rate-value: 380 · 400: [114, 396, 190, 412]
work-indent-code: PWD/2025-26/BD/WORK_INDENT28488(Extension): [987, 1912, 1184, 1935]
work-indent-no: 22): [1249, 1869, 1266, 1881]
gadag-ref: ನಂ:ಕಾ.ಇಂ/ಪಂ.ರಾ.ಇಂ.ವಿ/ಗದಗ/ಟೆಂ.3/ಟೆಂಡರ್/2025-26/2713: [667, 1611, 902, 1622]
work-indent: [1246, 1829, 1505, 1847]
kbjnl-tender: [1161, 650, 1511, 1571]
police-footer: ವಾ.ಸ.ಇ./ಗದಗ/410/ಡಿಐಪಿಆರ್/ಇ.ಎ/ 2025-26: [607, 461, 786, 472]
pwd-mlr-date: ದಿನಾಂಕ: 26.11.2025: [1425, 196, 1507, 207]
rubber-rate-name: ಸ್ಕ್ರಾಪ್ 2: [32, 508, 124, 524]
arecanut-rate-row: [32, 219, 190, 235]
work-indent-no: 24): [1249, 1932, 1266, 1944]
work-indent-no: 21): [1249, 1849, 1266, 1862]
work-indent-code: PWD/2025-26/BD/WORK_INDENT29701: [1006, 1939, 1203, 1950]
maritime-office2: ಮುಖ್ಯ ಕಾರ್ಯನಿರ್ವಾಹಕಾಧಿಕಾರಿಗಳ ಕಛೇರಿ, ಕರ್ನಾಟಕ ಜಲಸಾರಿಗೆ ಮಂಡಳಿ ಬೈತ್‌ಕೋಲ್, ಕಾರವಾರ: [691, 689, 1063, 703]
work-indent: [984, 1910, 1243, 1937]
rubber-rate-name: ಆರ್‌ಎಸ್‌ಎಸ್ 1: [32, 460, 124, 476]
work-indent-no: 16): [1249, 1759, 1266, 1771]
kbjnl-cost2: ಗರಿಷ್ಠ ಇ.ಎಂ.ಡಿ ರೂ: 47700/- - ಕನಿಷ್ಠ ಇ.ಎಂ.ಡಿ ರೂ: 5100/-: [1167, 908, 1409, 921]
pwd-blr-date: ದಿನಾಂಕ:27.11.2025: [1061, 1094, 1146, 1106]
arecanut-rate-value: 385 · 415: [114, 267, 190, 283]
work-indent-code: PWD/2025-26/BR/WORK_INDENT29427 (Extension): [1249, 1900, 1464, 1924]
dharwad-sign: ಸಹಿ/- ಕಾರ್ಯನಿರ್ವಾಹಕ ಇಂಜಿನಿಯರರು, ಲೋಕೋಪಯೋಗಿ ಇಲಾಖೆ, ಧಾರವಾಡ ವಿಭಾಗ, ಧಾರವಾಡ: [1182, 2131, 1505, 2143]
rubber-rate-value: 101.00: [124, 508, 190, 524]
arecanut-rate-value: 505 · 530: [114, 219, 190, 235]
work-indent: [984, 1818, 1243, 1833]
pwd-blr-body: ಕಾರ್ಯಪಾಲಕ ಇಂಜಿನಿಯರ್, ನಂ.2, ಕಟ್ಟಡಗಳ ವಿಭಾಗ, ಬೆಂಗಳೂರು ರವರು ಕರ್ನಾಟಕ ರಾಜ್ಯದ ಲೋಕೋಪಯೋಗಿ ಇಲಾಖೆಯಲ್ಲಿ ಸೂಕ್ತ ವರ್ಗದಲ್ಲಿ ನೊಂದಾಯಿತ ಗುತ್ತಿಗೆದಾರರಿಂದ ಕೆಳಕಂಡ 01 ರಿಂದ 40 ವರೆಗಿನ ಎಸ್.ಆರ್. ಟೆಂಡರ್ ಅನ್ನು ಕರ್ನಾಟಕ ಸರ್ಕಾರ ಇ-ಪ್ರೊಕ್ಯೂರ್‌ಮೆಂಟ್ ಪೋರ್ಟಲ್ ಮೂಲಕ (https://kppp.karnataka.gov.in/) ಪಿಡಬ್ಲ್ಯುಡಿಯಲ್ಲಿ ನೋಂದಣಿ ಮಾಡಿರುವ ಅರ್ಹ ಗುತ್ತಿಗೆದಾರರಿಂದ ಎರಡು ಲಕೋಟೆ ಪದ್ಧತಿಯಲ್ಲಿ ಟೆಂಡರ್ ಆಹ್ವಾನಿಸಲಾಗಿದೆ. (1) ಟೆಂಡರ್ ದಾಖಲಾತಿಗಳನ್ನು ಪಡೆಯುವ ಕೊನೆಯ ದಿನಾಂಕ:28.11.2025 ರಿಂದ 15.12.2025 ಸಂಜೆ 4.30 ಗಂಟೆವರೆಗೆ. (2) ಟೆಂಡರ್‌ಗಳನ್ನು ಸಲ್ಲಿಸಲು ಕೊನೆಯ ದಿನಾಂಕ:15.12.2025 ಸಂಜೆ 4.30 ಗಂಟೆವರೆಗೆ. (3) ಟೆಂಡರ್‌ಗಳನ್ನು 17.12.2025 ರಂದು ಸಂಜೆ 4.30 ಗಂಟೆಗೆ ತೆರೆಯಲಾಗುವುದು.: [608, 1137, 1146, 1235]
second-prize-title: 2nd Prize Rs.30,00,000/- [30 Lakhs]: [201, 300, 464, 316]
logo-tagline: ರಾಷ್ಟ್ರ ಜಾಗೃತಿಯ ಧ್ವನಿ: [138, 72, 209, 84]
work-indent-no: 20): [1249, 1831, 1266, 1843]
police-emblem-icon: [605, 155, 656, 206]
pwd-blr-ref: ಸಂಖ್ಯೆ: 14/2025-26: [608, 1094, 692, 1106]
work-indent-row: [984, 1818, 1243, 1833]
dharwad-ref: ಕ್ರಮ : ಕಾಇಂ/ಲೋಇ/ಧಾವಿ/ಟಿ.ಎ/1,2,3,4,5/2025-26/4074: [983, 1639, 1213, 1651]
work-indent-row: [984, 1952, 1243, 1968]
work-indent: [984, 1787, 1243, 1803]
arecanut-rate-value: 510 · 540: [114, 235, 190, 251]
logo-text: ಹೊಸ ದಿಗಂತ: [46, 29, 223, 75]
market-rates-subtitle: ಅಡಿಕೆ ಧಾರಣೆ ಕೆ.ಜಿ.ಗೆ: [72, 189, 151, 201]
rubber-rate-table: [32, 460, 190, 524]
work-indent-row: [984, 1772, 1243, 1787]
work-indent-no: 3): [987, 1804, 998, 1816]
pwd-blr-address: ನಂ.2, ಕಟ್ಟಡಗಳ ವಿಭಾಗ, 1ನೇ ಮಹಡಿ, ಲೋ.ಇ. ಪೂರ್ವ ಕಟ್ಟಡ, ಕೆ.ಆರ್. ವೃತ್ತ, ಬೆಂಗಳೂರು-560 001. ದೂರವಾಣಿ: 080-22220227: [671, 1075, 1141, 1087]
maritime-sign: ಸಹಿ/- ಮುಖ್ಯ ಕಾರ್ಯನಿರ್ವಾಹಕಾಧಿಕಾರಿ ಕರ್ನಾಟಕ ಜಲಸಾರಿಗೆ ಮಂಡಳಿ, ಕಾರವಾರ: [886, 838, 1146, 850]
work-indent: [984, 1937, 1243, 1952]
arecanut-rate-name: ಹೊಸ ಕರಿಗೋಟು: [32, 348, 114, 364]
arecanut-rate-name: ಸಿಂಗಲ್ ಚೋಲ್: [32, 235, 114, 251]
arecanut-rate-row: [32, 332, 190, 348]
arecanut-rate-name: ಹಳೆ ಕರಿಗೋಟು: [32, 364, 114, 380]
maritime-date: ದಿನಾಂಕ: 26.11.2025: [1059, 706, 1147, 717]
dharwad-works-right: [1246, 1756, 1505, 2014]
work-indent-no: 8): [987, 1881, 998, 1892]
kbjnl-contact: ತಾ: ಇಂಡಿ, ಜಿ: ವಿಜಯಪುರ. ಇ-ಮೇಲ್:eezalakidiv8@gmail.com: [1167, 735, 1424, 746]
eighth-prize-title: 8th Prize Rs.200/-: [201, 633, 333, 648]
work-indent-row: [984, 1864, 1243, 1879]
rubber-rate-value: 164.00: [124, 476, 190, 492]
gadag-sign: ಸಹಿ/- ಕಾರ್ಯನಿರ್ವಾಹಕ ಇಂಜಿನಿಯರ, ಪಂಚಾಯತ್ ರಾಜ್ ಇಂಜಿನಿಯರಿಂಗ್ ವಿಭಾಗ, ಗದಗ: [669, 1848, 963, 1859]
dharwad-calendar2: Calander of Events: 1) ಅಕ್ಷಾಂಶ-ಅಂತಿಮ ದಿನಾಂಕ: 11-12-2025 (ಬೆಳಿಗ್ಗೆ 12:30 ಗಂಟೆಯವರೆಗೆ) 2) ಗುತ್ತಿಗೆ ಪತ್ರವನ್ನು ಸಲ್ಲಿಸುವ ಕೊನೆಯ ದಿನಾಂಕ:12-12-2025 (ಸಾಯಂಕಾಲ 16:00 ಗಂಟೆವರೆಗೆ) 3) ತಾಂತ್ರಿಕ ಬಿಡ್ ತೆರೆಯುವ ದಿನಾಂಕ: 15-12-2025 (ಸಾಯಂಕಾಲ 16:30 ಗಂಟೆಗೆ) 4) ಆರ್ಥಿಕ ಬಿಡ್ ತೆರೆಯುವ ದಿನಾಂಕ: 16-12-2025 (ಸಾಯಂಕಾಲ 16:30 ಗಂಟೆಗೆ): [983, 2074, 1495, 2112]
work-indent-code: PWD/2025-26/BD/WORK_INDENT29351: [1006, 1969, 1203, 1981]
seventh-prize-title: 7th Prize Rs.500/-: [201, 515, 333, 531]
work-indent-no: 18): [1249, 1795, 1266, 1807]
work-indent: [984, 1864, 1243, 1879]
kbjnl-logo-icon: [1166, 654, 1216, 705]
work-indent-no: 13): [987, 1969, 1004, 1981]
work-indent-row: [984, 1879, 1243, 1895]
gadag-footer: ವಾಸಾಸಂ/ಗದಗ/415/ಡಿಐಪಿಆರ್/ಇಎ/408/2025-26: [607, 1861, 800, 1873]
work-indent: [1246, 1846, 1505, 1865]
pwd-blr-title: ಕಾರ್ಯಪಾಲಕ ಇಂಜಿನಿಯರ್: [832, 1039, 980, 1058]
arecanut-rate-row: [32, 267, 190, 283]
work-indent-row: [1246, 1865, 1505, 1896]
work-indent-code: PWD/2025-26/BD/WORK_INDENT16551/Call-2: [1000, 1896, 1228, 1908]
mact-respondent: Suhel Ulla, 33 years, S/o Sahi Ulla 1565 Muslim Block, Hunsor Town Mysore District, Karnataka: [951, 268, 1146, 311]
arecanut-rate-value: 240 · 270: [114, 348, 190, 364]
cooperative-notice-text: ಸಹಕಾರ ಸಂಘಗಳ ಅಪರ ನಿಬಂಧಕರು (ನಿಯಮ-441) ರವರ ನ್ಯಾಯಾಲಯ. ಕರ್ನಾಟಕ ರಾಜ್ಯ ಸಹಕಾರ ಬ್ಯಾಂಕುಗಳ ಮಹಾಮಂಡಳ ನಿ., ಬೆಂಗಳೂರು ನಂ.132, 2ನೇ ಮಹಡಿ, ಕೆಂಪೇಗೌಡ ರಸ್ತೆ, ಬೆಂಗಳೂರು-560 027. ಪ್ರಕರಣ ಸಂಖ್ಯೆ: ಅನಿಸಿ/ಪ್ರಾಂಅ/945/2025-26. ಅರ್ಜಿದಾರರು: ಶ್ರೀ ದಿ ಪಾರ್ಮರ್ಸ್ ಸರ್ವಿಸ್ ಕೋ ಆಪರೇಟಿವ್ ಬ್ಯಾಂಕ್ ಲಿ. ಮಂಗಳೂರು-575 003. ದಿನಾಂಕ: 04-12-2025 ರಂದು ಬೆಳಿಗ್ಗೆ 11.00 ಗಂಟೆಗೆ ಸದರಿ ಪ್ರಕರಣದ ವಿಚಾರಣೆ. ಸಹಿ/- ಸಹಕಾರ ಸಂಘಗಳ ಅಪರ ನಿಬಂಧಕರು. ದಿನಾಂಕ:20-11-2025: [37, 689, 182, 1010]
work-indent: [984, 1849, 1243, 1864]
mact-notice: [946, 150, 1153, 642]
police-banner: TENDER NOTIFICATION: [602, 251, 937, 272]
day: ಶುಕ್ರವಾರ: [1454, 55, 1511, 78]
arecanut-rate-name: ಹೊಸ ಕೋಕ: [32, 316, 114, 332]
arecanut-rate-value: 280 · 340: [114, 251, 190, 267]
maritime-board-tender: [601, 650, 1153, 1026]
work-indent: [984, 1772, 1243, 1787]
kolar-banner: ಅಲ್ಪಾವಧಿ ದ್ವಿ-ಲಕೋಟೆ ಕರ್ನಾಟಕ ಸಾರ್ವಜನಿಕ ಸಂಗ್ರಹಣೆಗಳ ಪೋರ್ಟಲ್ ಇ-ಪ್ರೊಕ್ಯೂರ್‌ಮೆಂಟ್ ಟೆಂಡರ್ ಪ್ರಕಟಣೆ ಸಂಖ್ಯೆ: 12/2025-26 ದಿನಾಂಕ: 24.11.2025: [32, 1640, 590, 1681]
mact-petitioner: Karthiyayani: [951, 226, 1034, 240]
work-indent-row: [984, 1983, 1243, 1998]
rubber-rate-value: 112.00: [124, 492, 190, 508]
dharwad-emblem-icon: [981, 1583, 1032, 1634]
work-indent-code: PWD/2025-26/SE0584 (Extension): [1000, 1789, 1170, 1800]
police-ref: ಸಂಖ್ಯೆ:ಸಂಗ್ರಹ/ಟೆಂಡರ್/05/2025-26: [605, 237, 741, 249]
dharwad-title: ಲೋಕೋಪಯೋಗಿ ಇಲಾಖೆ: [1040, 1585, 1201, 1606]
work-indent: [984, 1833, 1243, 1849]
work-indent-row: [984, 1833, 1243, 1849]
masthead: [31, 23, 1511, 138]
police-sign: ಸಹಿ/- ಪೊಲೀಸ್ ಅಧೀಕ್ಷಕರು ಗದಗ ಜಿಲ್ಲೆ, ಗದಗ: [781, 448, 932, 459]
kbjnl-footer: ವಾಸಾಸಂ/ವಿಜಯಪುರ/501/ಕೆಎಸ್‌ಎಂಸಿಎ/2025-26: [1167, 1085, 1350, 1096]
work-indent-row: [1246, 1829, 1505, 1847]
work-indent-no: 5): [987, 1835, 998, 1846]
first-prize-number: PH 465954 (MOOVATTUPUZHA): [201, 226, 405, 241]
rubber-rate-row: [32, 476, 190, 492]
maritime-gov: ಕರ್ನಾಟಕ ಸರ್ಕಾರ: [849, 652, 905, 663]
work-indent-code: PWD/2025-26/BD/WORK_INDENT21453: [1000, 1881, 1196, 1892]
gadag-gov: ಕರ್ನಾಟಕ ಸರ್ಕಾರ (ಜಿಲ್ಲಾ ಪಂಚಾಯತ್, ಗದಗ): [708, 1581, 862, 1592]
